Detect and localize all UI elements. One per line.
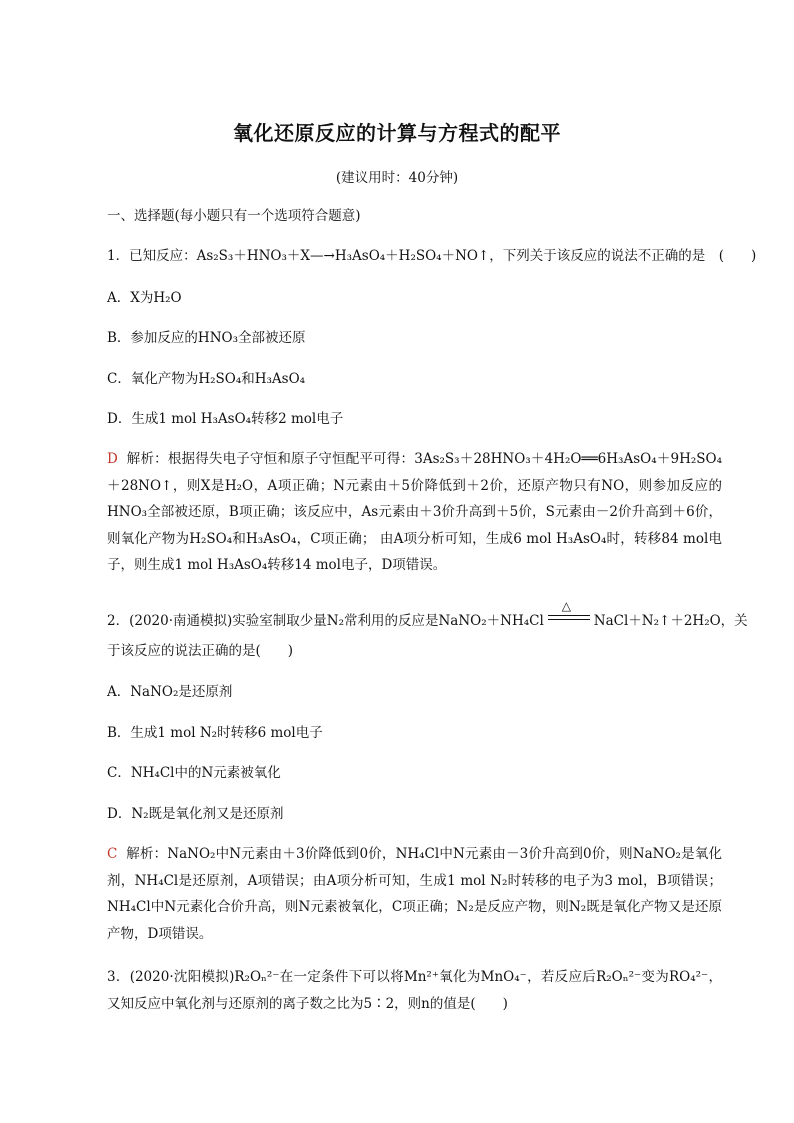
q2-stem-line1 (107, 599, 748, 630)
q2-stem-part2: NaCl＋N₂↑＋2H₂O，关 (593, 613, 748, 629)
suggested-time: (建议用时：40分钟) (335, 170, 459, 186)
q1-stem: 1．已知反应：As₂S₃＋HNO₃＋X—→H₃AsO₄＋H₂SO₄＋NO↑，下列关于该反应的说法不正确的是 ( ) (107, 248, 757, 264)
q1-option-d: D．生成1 mol H₃AsO₄转移2 mol电子 (107, 411, 344, 427)
q2-analysis: 解析：NaNO₂中N元素由＋3价降低到0价，NH₄Cl中N元素由－3价升高到0价，则NaNO₂是氧化剂，NH₄Cl是还原剂，A项错误；由A项分析可知，生成1 mol N₂时转移的电子为3 mol，B项错误；NH₄Cl中N元素化合价升高，则N元素被氧化，C项正确；N₂是反应产物，则N₂既是氧化产物又是还原产物，D项错误。 (107, 846, 722, 942)
q2-stem-line2: 于该反应的说法正确的是( ) (107, 643, 294, 659)
q2-analysis-block (107, 841, 722, 947)
q1-option-c: C．氧化产物为H₂SO₄和H₃AsO₄ (107, 371, 306, 387)
q1-option-a: A．X为H₂O (107, 290, 182, 306)
q2-answer-letter: C (107, 846, 118, 862)
q2-option-a: A．NaNO₂是还原剂 (107, 684, 233, 700)
q1-option-b: B．参加反应的HNO₃全部被还原 (107, 330, 306, 346)
q2-option-d: D．N₂既是氧化剂又是还原剂 (107, 806, 284, 822)
q2-option-b: B．生成1 mol N₂时转移6 mol电子 (107, 725, 323, 741)
q1-analysis-block (107, 446, 722, 579)
q1-analysis: 解析：根据得失电子守恒和原子守恒配平可得：3As₂S₃＋28HNO₃＋4H₂O══6H₃AsO₄＋9H₂SO₄＋28NO↑，则X是H₂O，A项正确；N元素由＋5价降低到＋2价，还原产物只有NO，则参加反应的HNO₃全部被还原，B项正确；该反应中，As元素由＋3价升高到＋5价，S元素由－2价升高到＋6价，则氧化产物为H₂SO₄和H₃AsO₄，C项正确； 由A项分析可知，生成6 mol H₃AsO₄时，转移84 mol电子，则生成1 mol H₃AsO₄转移14 mol电子，D项错误。 (107, 451, 722, 574)
heat-condition-arrow (548, 599, 590, 627)
heat-triangle-icon: △ (561, 599, 572, 613)
section-heading: 一、选择题(每小题只有一个选项符合题意) (107, 208, 361, 224)
q2-stem-part1: 2．(2020·南通模拟)实验室制取少量N₂常利用的反应是NaNO₂＋NH₄Cl (107, 613, 544, 629)
q3-stem: 3．(2020·沈阳模拟)R₂Oₙ²⁻在一定条件下可以将Mn²⁺氧化为MnO₄⁻，若反应后R₂Oₙ²⁻变为RO₄²⁻，又知反应中氧化剂与还原剂的离子数之比为5∶2，则n的值是( ) (107, 969, 722, 1012)
q1-answer-letter: D (107, 451, 118, 467)
page-title: 氧化还原反应的计算与方程式的配平 (233, 121, 561, 145)
q2-option-c: C．NH₄Cl中的N元素被氧化 (107, 765, 281, 781)
